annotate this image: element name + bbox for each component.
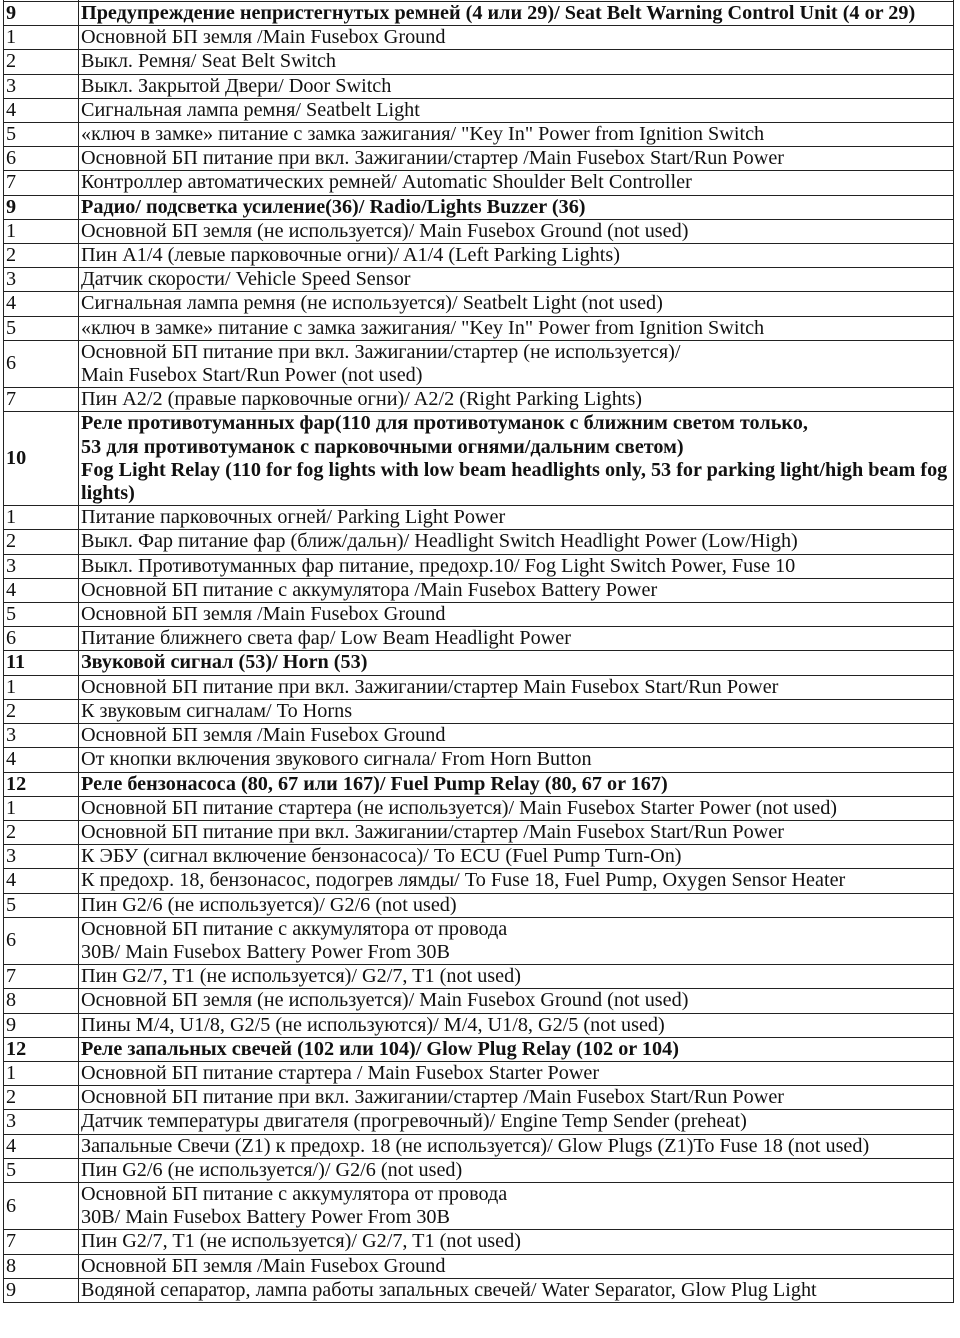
section-title: Предупреждение непристегнутых ремней (4 или 29)/ Seat Belt Warning Control Unit (4 or 29) — [79, 2, 954, 26]
pin-number: 4 — [4, 748, 79, 772]
pin-description: Основной БП земля /Main Fusebox Ground — [79, 724, 954, 748]
pin-description: Сигнальная лампа ремня/ Seatbelt Light — [79, 98, 954, 122]
pin-row — [4, 50, 954, 74]
pin-description: Выкл. Противотуманных фар питание, предохр.10/ Fog Light Switch Power, Fuse 10 — [79, 554, 954, 578]
pin-row — [4, 1110, 954, 1134]
pin-description: Выкл. Фар питание фар (ближ/дальн)/ Headlight Switch Headlight Power (Low/High) — [79, 530, 954, 554]
pin-number: 7 — [4, 1230, 79, 1254]
pin-number: 6 — [4, 917, 79, 964]
pin-number: 7 — [4, 965, 79, 989]
pin-number: 3 — [4, 724, 79, 748]
pin-row — [4, 123, 954, 147]
pin-number: 4 — [4, 1134, 79, 1158]
section-number: 12 — [4, 772, 79, 796]
section-title: Реле противотуманных фар(110 для противотуманок с ближним светом только, 53 для противотуманок с парковочными огнями/дальним светом) Fog Light Relay (110 for fog lights with low beam headlights only, 53 for parking light/high beam fog lights) — [79, 412, 954, 506]
pin-description: Основной БП земля /Main Fusebox Ground — [79, 26, 954, 50]
section-number: 11 — [4, 651, 79, 675]
pin-description: Питание ближнего света фар/ Low Beam Headlight Power — [79, 627, 954, 651]
pin-row — [4, 340, 954, 387]
pin-row — [4, 965, 954, 989]
pin-row — [4, 748, 954, 772]
section-number: 10 — [4, 412, 79, 506]
pin-description: Основной БП питание стартера (не используется)/ Main Fusebox Starter Power (not used) — [79, 796, 954, 820]
pin-row — [4, 869, 954, 893]
pin-description: Пин G2/7, T1 (не используется)/ G2/7, T1 (not used) — [79, 1230, 954, 1254]
section-title: Звуковой сигнал (53)/ Horn (53) — [79, 651, 954, 675]
pin-description: Основной БП питание с аккумулятора /Main Fusebox Battery Power — [79, 578, 954, 602]
pin-row — [4, 1134, 954, 1158]
pin-description: Основной БП земля (не используется)/ Main Fusebox Ground (not used) — [79, 219, 954, 243]
pin-row — [4, 219, 954, 243]
pin-number: 1 — [4, 506, 79, 530]
pin-number: 3 — [4, 1110, 79, 1134]
pin-description: Пин A2/2 (правые парковочные огни)/ A2/2 (Right Parking Lights) — [79, 388, 954, 412]
pin-description: Пин A1/4 (левые парковочные огни)/ A1/4 (Left Parking Lights) — [79, 244, 954, 268]
pin-row — [4, 1086, 954, 1110]
pin-row — [4, 989, 954, 1013]
pin-description: Пин G2/6 (не используется)/ G2/6 (not used) — [79, 893, 954, 917]
pin-row — [4, 147, 954, 171]
pin-row — [4, 675, 954, 699]
section-header-row — [4, 2, 954, 26]
pin-row — [4, 796, 954, 820]
pin-row — [4, 1182, 954, 1229]
section-header-row — [4, 412, 954, 506]
section-number: 12 — [4, 1037, 79, 1061]
pin-number: 7 — [4, 171, 79, 195]
pin-row — [4, 554, 954, 578]
pinout-table-body — [4, 0, 954, 1302]
pin-number: 8 — [4, 989, 79, 1013]
pin-row — [4, 388, 954, 412]
pin-row — [4, 699, 954, 723]
pin-description: Основной БП питание с аккумулятора от провода 30В/ Main Fusebox Battery Power From 30B — [79, 917, 954, 964]
pin-description: Основной БП питание при вкл. Зажигании/стартер /Main Fusebox Start/Run Power — [79, 1086, 954, 1110]
pin-description: К предохр. 18, бензонасос, подогрев лямды/ To Fuse 18, Fuel Pump, Oxygen Sensor Heater — [79, 869, 954, 893]
pin-description: Основной БП питание при вкл. Зажигании/стартер /Main Fusebox Start/Run Power — [79, 820, 954, 844]
pin-row — [4, 1061, 954, 1085]
pin-description: К звуковым сигналам/ To Horns — [79, 699, 954, 723]
section-header-row — [4, 651, 954, 675]
pin-row — [4, 292, 954, 316]
pin-number: 5 — [4, 603, 79, 627]
pin-number: 7 — [4, 388, 79, 412]
pin-number: 6 — [4, 1182, 79, 1229]
pin-row — [4, 171, 954, 195]
pin-number: 8 — [4, 1254, 79, 1278]
pin-row — [4, 893, 954, 917]
pin-description: Сигнальная лампа ремня (не используется)/ Seatbelt Light (not used) — [79, 292, 954, 316]
pin-row — [4, 506, 954, 530]
section-header-row — [4, 1037, 954, 1061]
pin-description: Питание парковочных огней/ Parking Light Power — [79, 506, 954, 530]
pin-row — [4, 1278, 954, 1302]
pin-row — [4, 268, 954, 292]
pin-number: 2 — [4, 50, 79, 74]
section-title: Радио/ подсветка усиление(36)/ Radio/Lights Buzzer (36) — [79, 195, 954, 219]
pin-number: 1 — [4, 675, 79, 699]
section-title: Реле запальных свечей (102 или 104)/ Glow Plug Relay (102 or 104) — [79, 1037, 954, 1061]
pin-number: 5 — [4, 893, 79, 917]
pin-number: 1 — [4, 796, 79, 820]
pin-number: 4 — [4, 98, 79, 122]
pin-number: 3 — [4, 845, 79, 869]
pin-row — [4, 316, 954, 340]
pin-description: Основной БП питание стартера / Main Fusebox Starter Power — [79, 1061, 954, 1085]
pin-number: 4 — [4, 292, 79, 316]
section-title: Реле бензонасоса (80, 67 или 167)/ Fuel Pump Relay (80, 67 or 167) — [79, 772, 954, 796]
pin-description: Основной БП питание при вкл. Зажигании/стартер /Main Fusebox Start/Run Power — [79, 147, 954, 171]
pin-description: Выкл. Закрытой Двери/ Door Switch — [79, 74, 954, 98]
pin-description: Основной БП земля /Main Fusebox Ground — [79, 1254, 954, 1278]
pin-row — [4, 1158, 954, 1182]
pin-description: «ключ в замке» питание с замка зажигания/ "Key In" Power from Ignition Switch — [79, 123, 954, 147]
pin-row — [4, 724, 954, 748]
pin-number: 3 — [4, 554, 79, 578]
pin-description: Датчик скорости/ Vehicle Speed Sensor — [79, 268, 954, 292]
pin-number: 2 — [4, 699, 79, 723]
pin-number: 4 — [4, 578, 79, 602]
pin-number: 3 — [4, 268, 79, 292]
pin-row — [4, 845, 954, 869]
pin-description: Водяной сепаратор, лампа работы запальных свечей/ Water Separator, Glow Plug Light — [79, 1278, 954, 1302]
pin-description: От кнопки включения звукового сигнала/ From Horn Button — [79, 748, 954, 772]
pin-row — [4, 820, 954, 844]
pin-description: Пин G2/6 (не используется/)/ G2/6 (not used) — [79, 1158, 954, 1182]
pin-description: Пин G2/7, T1 (не используется)/ G2/7, T1 (not used) — [79, 965, 954, 989]
pin-number: 1 — [4, 219, 79, 243]
pin-number: 1 — [4, 26, 79, 50]
pin-number: 5 — [4, 1158, 79, 1182]
pin-description: Основной БП питание при вкл. Зажигании/стартер Main Fusebox Start/Run Power — [79, 675, 954, 699]
section-number: 9 — [4, 195, 79, 219]
pin-number: 4 — [4, 869, 79, 893]
pin-row — [4, 244, 954, 268]
pin-row — [4, 1254, 954, 1278]
pin-number: 6 — [4, 147, 79, 171]
section-header-row — [4, 195, 954, 219]
pin-number: 1 — [4, 1061, 79, 1085]
pin-row — [4, 530, 954, 554]
pin-row — [4, 627, 954, 651]
pin-row — [4, 603, 954, 627]
pin-description: «ключ в замке» питание с замка зажигания/ "Key In" Power from Ignition Switch — [79, 316, 954, 340]
pin-description: К ЭБУ (сигнал включение бензонасоса)/ To ECU (Fuel Pump Turn-On) — [79, 845, 954, 869]
pin-number: 2 — [4, 1086, 79, 1110]
section-header-row — [4, 772, 954, 796]
pin-row — [4, 98, 954, 122]
section-number: 9 — [4, 2, 79, 26]
pin-row — [4, 1013, 954, 1037]
pin-number: 2 — [4, 820, 79, 844]
pin-description: Выкл. Ремня/ Seat Belt Switch — [79, 50, 954, 74]
pin-number: 3 — [4, 74, 79, 98]
pin-row — [4, 578, 954, 602]
pin-row — [4, 917, 954, 964]
pin-row — [4, 74, 954, 98]
pin-row — [4, 26, 954, 50]
pin-number: 5 — [4, 123, 79, 147]
pin-number: 9 — [4, 1278, 79, 1302]
pin-number: 2 — [4, 244, 79, 268]
pin-number: 5 — [4, 316, 79, 340]
pin-description: Основной БП питание с аккумулятора от провода 30В/ Main Fusebox Battery Power From 30B — [79, 1182, 954, 1229]
pin-description: Пины M/4, U1/8, G2/5 (не используются)/ M/4, U1/8, G2/5 (not used) — [79, 1013, 954, 1037]
pin-description: Основной БП земля (не используется)/ Main Fusebox Ground (not used) — [79, 989, 954, 1013]
pin-description: Основной БП питание при вкл. Зажигании/стартер (не используется)/ Main Fusebox Start/Run Power (not used) — [79, 340, 954, 387]
pin-row — [4, 1230, 954, 1254]
pin-description: Контроллер автоматических ремней/ Automatic Shoulder Belt Controller — [79, 171, 954, 195]
pinout-table — [3, 0, 954, 1303]
pin-description: Запальные Свечи (Z1) к предохр. 18 (не используется)/ Glow Plugs (Z1)To Fuse 18 (not used) — [79, 1134, 954, 1158]
pin-number: 2 — [4, 530, 79, 554]
pin-number: 9 — [4, 1013, 79, 1037]
pin-description: Основной БП земля /Main Fusebox Ground — [79, 603, 954, 627]
pin-number: 6 — [4, 627, 79, 651]
pin-number: 6 — [4, 340, 79, 387]
pin-description: Датчик температуры двигателя (прогревочный)/ Engine Temp Sender (preheat) — [79, 1110, 954, 1134]
